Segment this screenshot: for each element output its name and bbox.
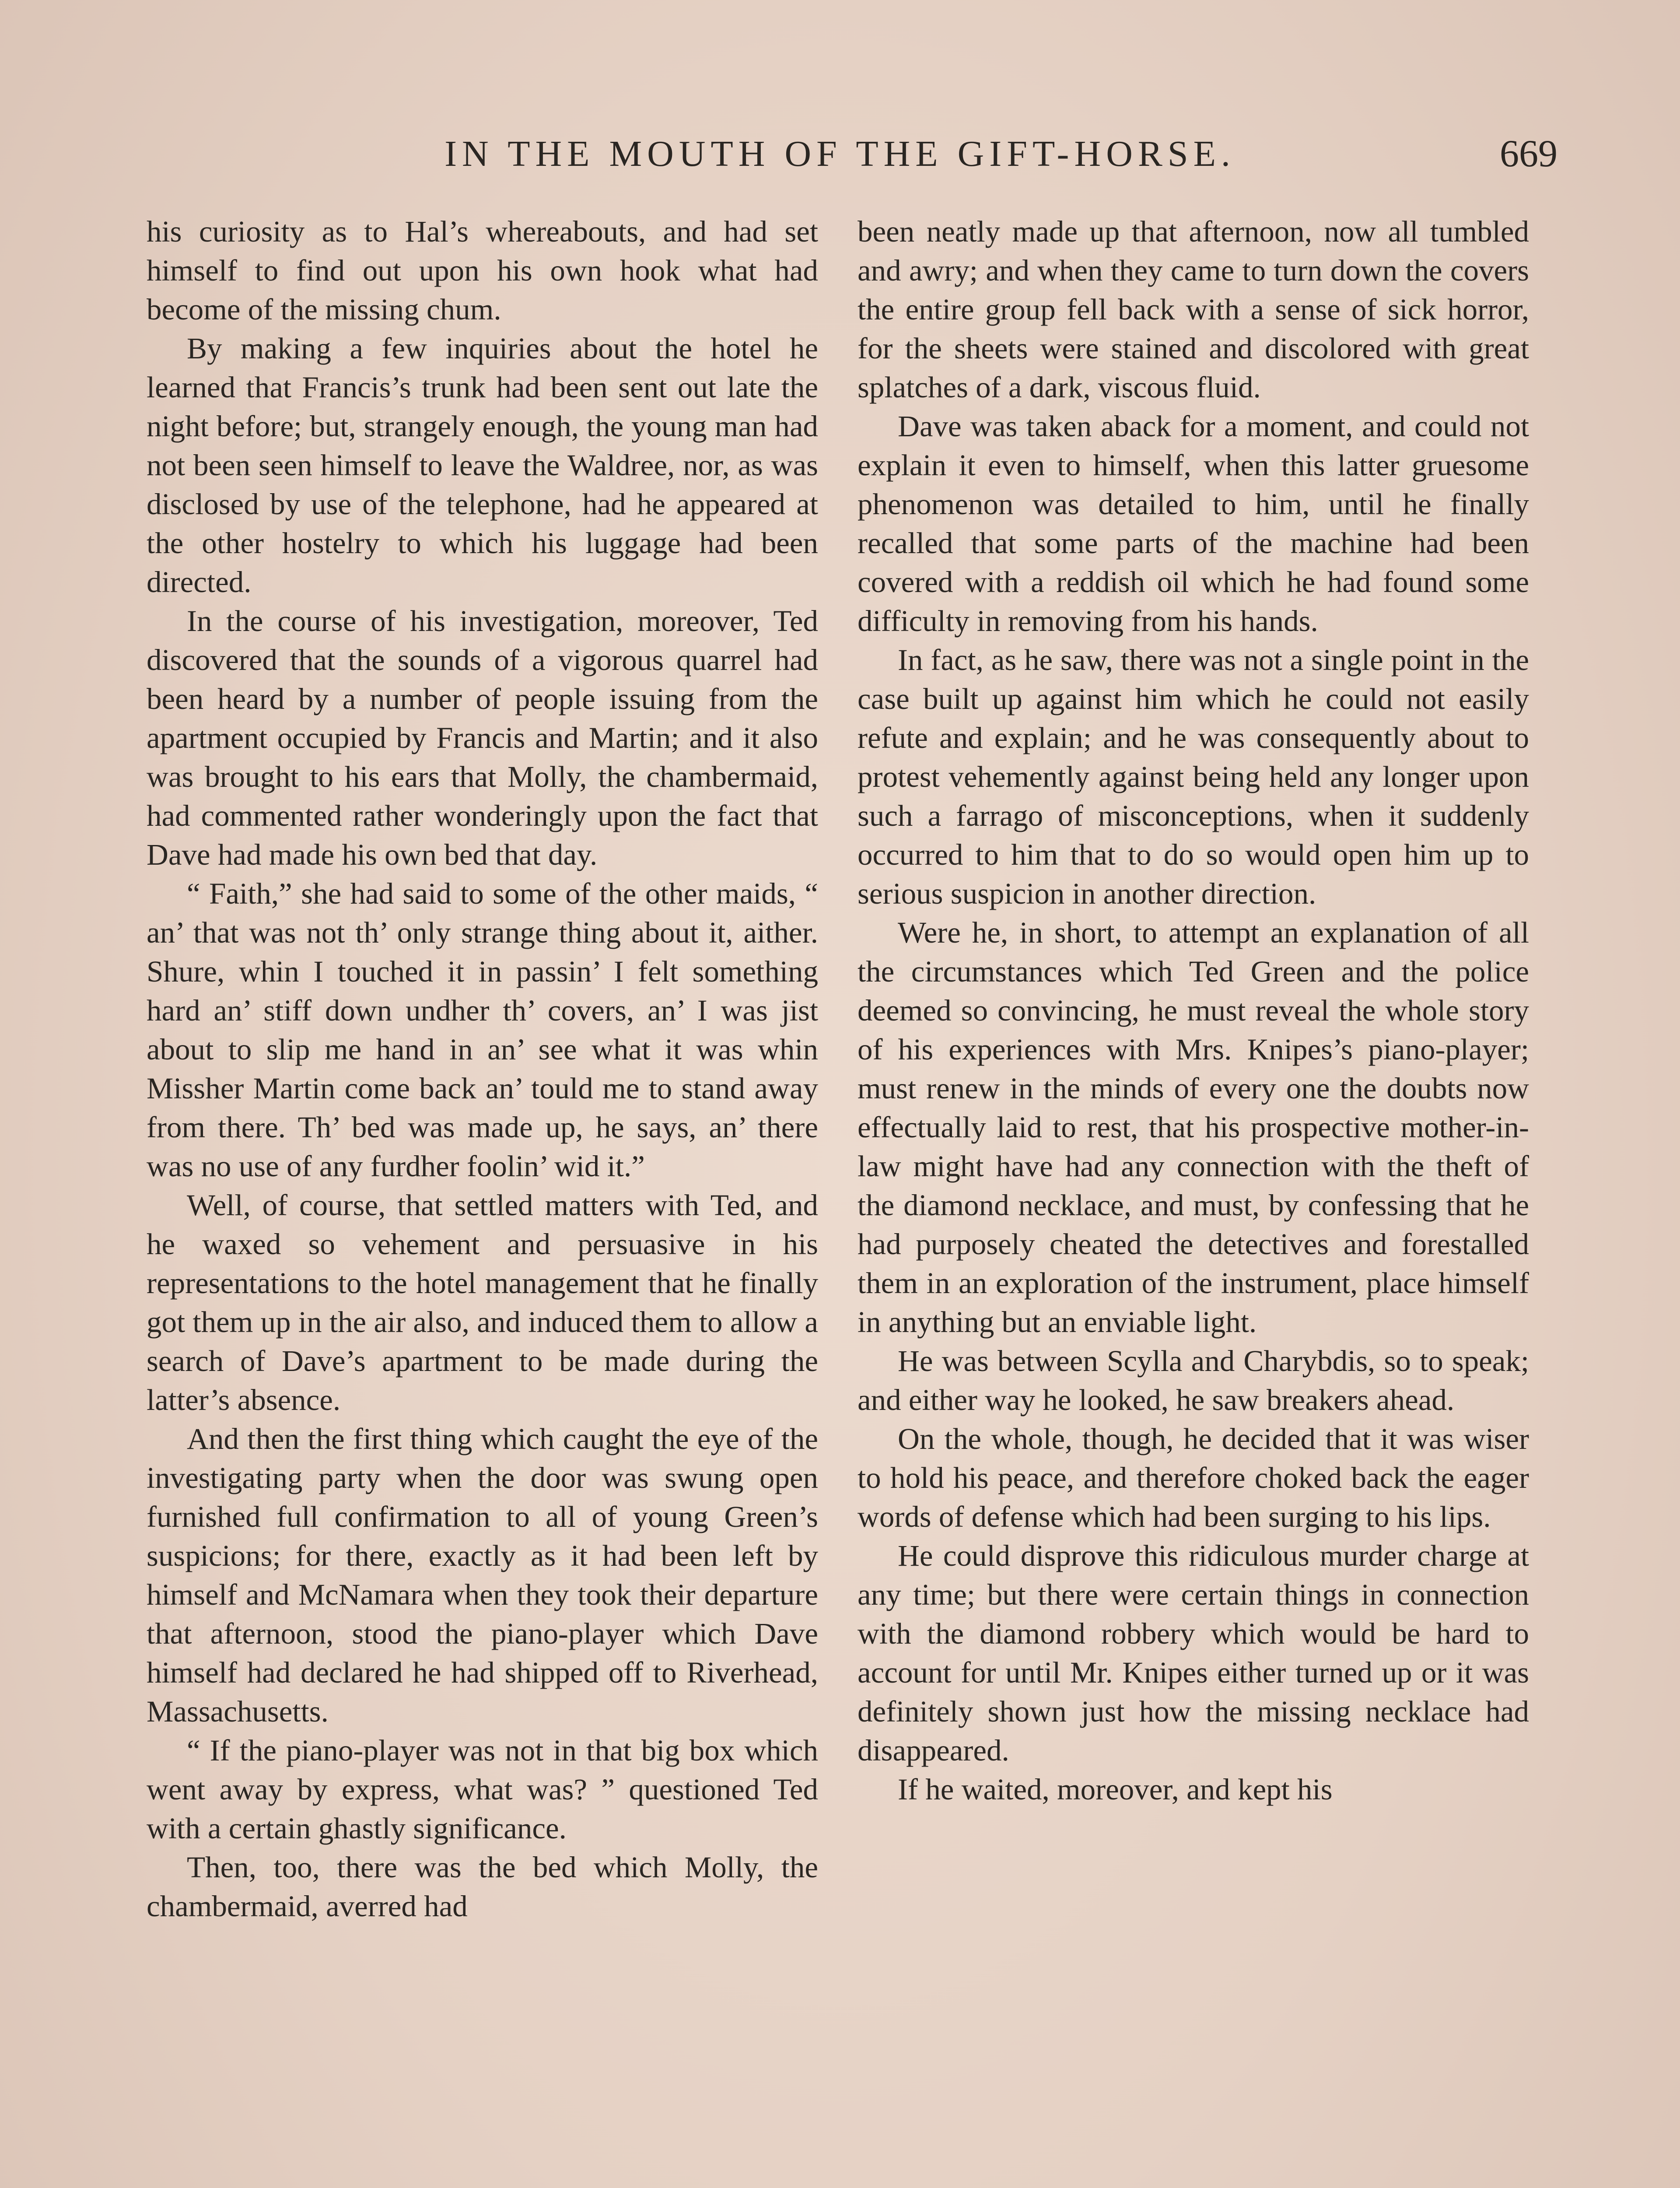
paragraph: Were he, in short, to attempt an explanation of all the circumstances which Ted Green and the police deemed so convincing, he must reveal the whole story of his experiences with Mrs. Knipes’s piano-player; must renew in the minds of every one the doubts now effectually laid to rest, that his prospective mother-in-law might have had any connection with the theft of the diamond necklace, and must, by confessing that he had purposely cheated the detectives and forestalled them in an exploration of the instrument, place himself in anything but an enviable light. xyxy=(858,916,1529,1339)
paragraph: his curiosity as to Hal’s whereabouts, and had set himself to find out upon his own hook what had become of the missing chum. xyxy=(147,215,818,326)
paragraph: In the course of his investigation, moreover, Ted discovered that the sounds of a vigorous quarrel had been heard by a number of people issuing from the apartment occupied by Francis and Martin; and it also was brought to his ears that Molly, the chambermaid, had commented rather wonderingly upon the fact that Dave had made his own bed that day. xyxy=(147,604,818,871)
paragraph: He was between Scylla and Charybdis, so to speak; and either way he looked, he saw breakers ahead. xyxy=(858,1344,1529,1417)
paragraph: Dave was taken aback for a moment, and could not explain it even to himself, when this latter gruesome phenomenon was detailed to him, until he finally recalled that some parts of the machine had been covered with a reddish oil which he had found some difficulty in removing from his hands. xyxy=(858,410,1529,638)
paragraph: In fact, as he saw, there was not a single point in the case built up against him which he could not easily refute and explain; and he was consequently about to protest vehemently against being held any longer upon such a farrago of misconceptions, when it suddenly occurred to him that to do so would open him up to serious suspicion in another direction. xyxy=(858,643,1529,910)
paragraph: Then, too, there was the bed which Molly, the chambermaid, averred had xyxy=(147,1851,818,1923)
paragraph: And then the first thing which caught the eye of the investigating party when the door was swung open furnished full confirmation to all of young Green’s suspicions; for there, exactly as it had been left by himself and McNamara when they took their departure that afternoon, stood the piano-player which Dave himself had declared he had shipped off to Riverhead, Massachusetts. xyxy=(147,1422,818,1728)
paragraph: been neatly made up that afternoon, now all tumbled and awry; and when they came to turn down the covers the entire group fell back with a sense of sick horror, for the sheets were stained and discolored with great splatches of a dark, viscous fluid. xyxy=(858,215,1529,404)
paragraph: “ Faith,” she had said to some of the other maids, “ an’ that was not th’ only strange thing about it, aither. Shure, whin I touched it in passin’ I felt something hard an’ stiff down undher th’ covers, an’ I was jist about to slip me hand in an’ see what it was whin Missher Martin come back an’ tould me to stand away from there. Th’ bed was made up, he says, an’ there was no use of any furdher foolin’ wid it.” xyxy=(147,877,818,1183)
paragraph: By making a few inquiries about the hotel he learned that Francis’s trunk had been sent out late the night before; but, strangely enough, the young man had not been seen himself to leave the Waldree, nor, as was disclosed by use of the telephone, had he appeared at the other hostelry to which his luggage had been directed. xyxy=(147,332,818,599)
paragraph: He could disprove this ridiculous murder charge at any time; but there were certain things in connection with the diamond robbery which would be hard to account for until Mr. Knipes either turned up or it was definitely shown just how the missing necklace had disappeared. xyxy=(858,1539,1529,1767)
paragraph: If he waited, moreover, and kept his xyxy=(898,1773,1333,1806)
running-title: IN THE MOUTH OF THE GIFT-HORSE. xyxy=(444,133,1236,174)
paragraph: Well, of course, that settled matters with Ted, and he waxed so vehement and persuasive in his representations to the hotel management that he finally got them up in the air also, and induced them to allow a search of Dave’s apartment to be made during the latter’s absence. xyxy=(147,1189,818,1417)
page-number: 669 xyxy=(1500,133,1558,175)
right-column xyxy=(858,212,1529,2188)
running-header xyxy=(131,128,1558,180)
paragraph: On the whole, though, he decided that it was wiser to hold his peace, and therefore choked back the eager words of defense which had been surging to his lips. xyxy=(858,1422,1529,1533)
left-column xyxy=(147,212,818,2188)
paragraph: “ If the piano-player was not in that big box which went away by express, what was? ” questioned Ted with a certain ghastly significance. xyxy=(147,1734,818,1845)
